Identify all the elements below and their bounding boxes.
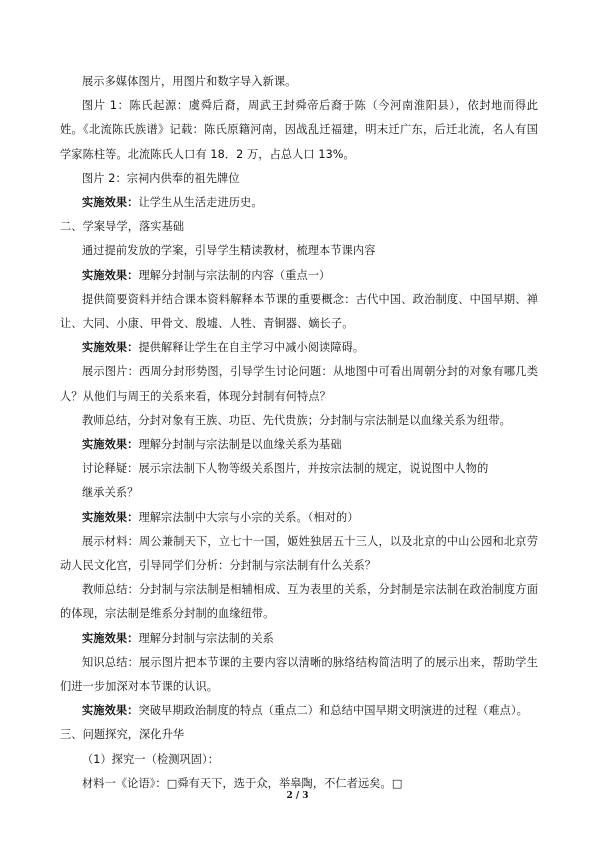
body-paragraph: （1）探究一（检测巩固）：: [82, 752, 220, 766]
body-paragraph: 讨论释疑：展示宗法制下人物等级关系图片，并按宗法制的规定，说说图中人物的: [82, 462, 489, 476]
body-paragraph: 教师总结：分封制与宗法制是相辅相成、互为表里的关系，分封制是宗法制在政治制度方面的体现，宗法制是维系分封制的血缘纽带。: [60, 583, 538, 621]
effect-text: 理解分封制与宗法制的关系: [138, 631, 274, 645]
effect-paragraph: [60, 433, 538, 457]
effect-paragraph: [60, 506, 538, 530]
effect-label: 实施效果：: [82, 704, 139, 718]
body-paragraph: 图片 1：陈氏起源：虞舜后裔，周武王封舜帝后裔于陈（今河南淮阳县），依封地而得此姓。《北流陈氏族谱》记载：陈氏原籍河南，因战乱迁福建，明末迁广东，后迁北流，名人有国学家陈柱等。北流陈氏人口有 18．2 万，占总人口 13%。: [60, 99, 538, 161]
body-paragraph: 展示材料：周公兼制天下，立七十一国，姬姓独居五十三人，以及北京的中山公园和北京劳动人民文化宫，引导同学们分析：分封制与宗法制有什么关系？: [60, 534, 538, 573]
effect-paragraph: [60, 336, 538, 360]
body-paragraph: 教师总结，分封对象有王族、功臣、先代贵族；分封制与宗法制是以血缘关系为纽带。: [82, 413, 511, 427]
page-number: 2 / 3: [286, 791, 309, 801]
effect-label: 实施效果：: [82, 438, 139, 452]
effect-paragraph: [60, 264, 538, 288]
section-heading: 二、学案导学，落实基础: [60, 220, 185, 234]
effect-paragraph: [60, 627, 538, 651]
body-paragraph: 继承关系？: [82, 486, 139, 500]
section-heading: 三、问题探究，深化升华: [60, 728, 185, 742]
body-paragraph: 提供简要资料并结合课本资料解释本节课的重要概念：古代中国、政治制度、中国早期、禅让、大同、小康、甲骨文、殷墟、人牲、青铜器、嫡长子。: [60, 292, 538, 331]
body-paragraph: 展示多媒体图片，用图片和数字导入新课。: [82, 75, 297, 88]
effect-label: 实施效果：: [82, 268, 139, 282]
body-paragraph: 材料一《论语》：□舜有天下，选于众，举皋陶，不仁者远矣。□: [82, 776, 403, 790]
effect-text: 理解分封制与宗法制的内容（重点一）: [138, 268, 331, 282]
document-body: [60, 70, 538, 796]
effect-paragraph: [60, 191, 538, 215]
body-paragraph: 图片 2：宗祠内供奉的祖先牌位: [82, 171, 240, 185]
effect-label: 实施效果：: [82, 341, 139, 355]
effect-text: 突破早期政治制度的特点（重点二）和总结中国早期文明演进的过程（难点）。: [138, 704, 528, 718]
effect-label: 实施效果：: [82, 196, 139, 210]
body-paragraph: 展示图片：西周分封形势图，引导学生讨论问题：从地图中可看出周朝分封的对象有哪几类人？从他们与周王的关系来看，体现分封制有何特点？: [60, 365, 538, 403]
effect-paragraph: [60, 699, 538, 723]
effect-text: 让学生从生活走进历史。: [138, 196, 263, 210]
effect-text: 提供解释让学生在自主学习中减小阅读障碍。: [138, 341, 365, 355]
effect-text: 理解分封制与宗法制是以血缘关系为基础: [138, 438, 342, 452]
body-paragraph: 知识总结：展示图片把本节课的主要内容以清晰的脉络结构简洁明了的展示出来，帮助学生们进一步加深对本节课的认识。: [60, 655, 538, 694]
effect-text: 理解宗法制中大宗与小宗的关系。（相对的）: [138, 510, 359, 524]
effect-label: 实施效果：: [82, 631, 139, 645]
effect-label: 实施效果：: [82, 510, 139, 524]
body-paragraph: 通过提前发放的学案，引导学生精读教材，梳理本节课内容: [82, 244, 376, 258]
